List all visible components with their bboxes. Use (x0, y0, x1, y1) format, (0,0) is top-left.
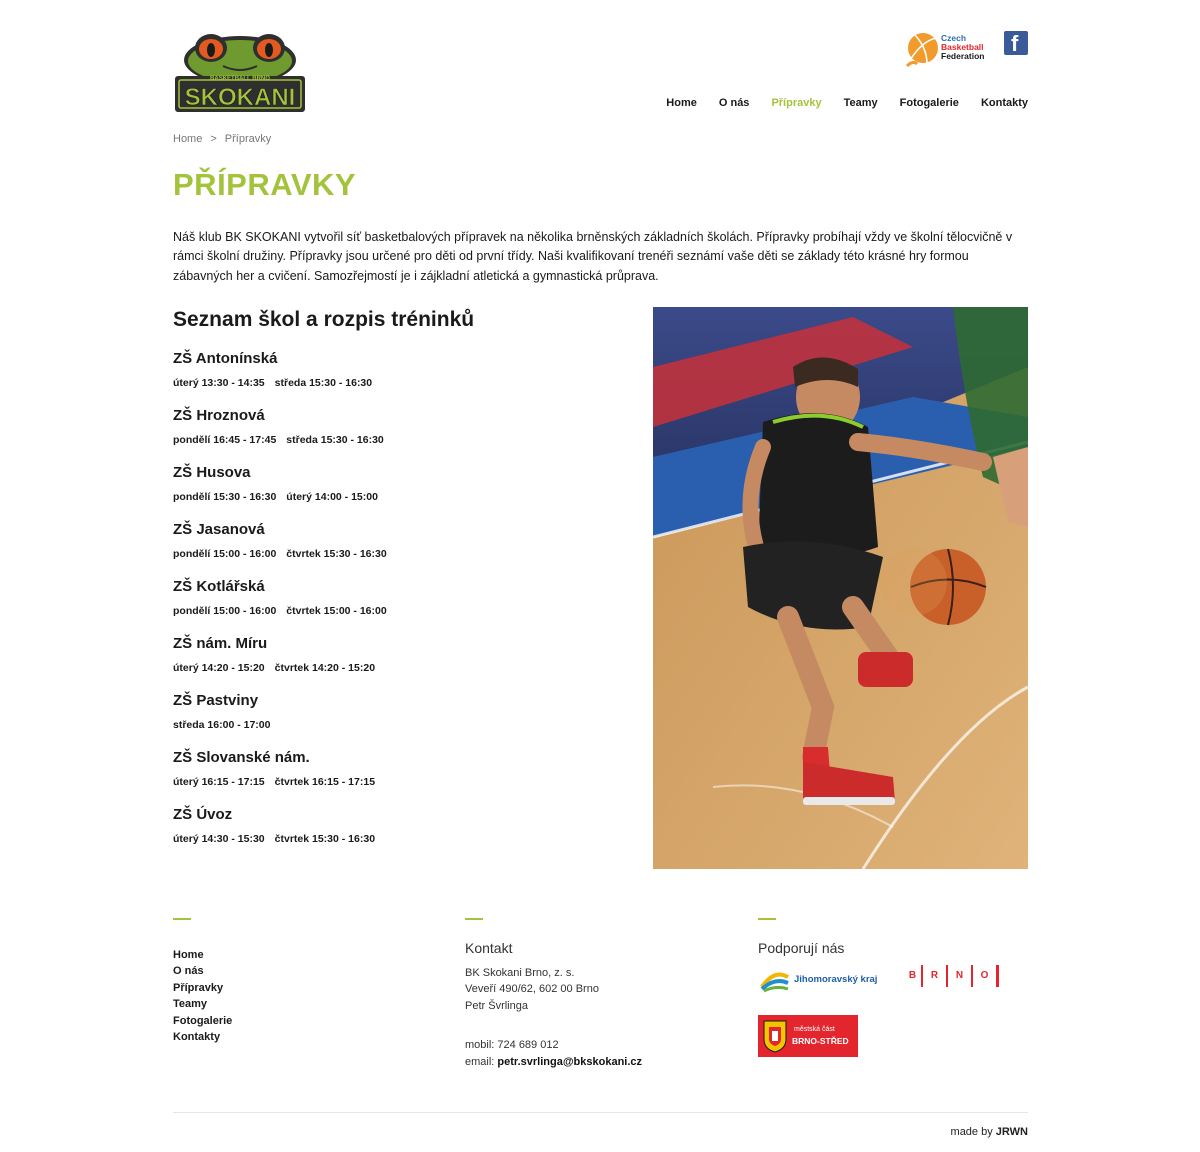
training-time: úterý 14:30 - 15:30 (173, 833, 265, 845)
breadcrumb (173, 133, 271, 145)
basketball-player-photo (653, 307, 1028, 869)
czech-basketball-federation-logo[interactable] (905, 30, 987, 68)
training-time: čtvrtek 16:15 - 17:15 (274, 776, 376, 788)
school-name: ZŠ Husova (173, 464, 251, 481)
facebook-icon[interactable]: f (1004, 31, 1028, 55)
school-item (173, 691, 613, 748)
main-nav (644, 96, 1028, 110)
footer-accent-dash (173, 918, 191, 920)
school-times (173, 775, 613, 789)
school-item (173, 577, 613, 634)
school-item (173, 520, 613, 577)
nav-fotogalerie[interactable]: Fotogalerie (899, 97, 959, 109)
sponsor-brno[interactable]: B R N O (904, 965, 1004, 989)
nav-pripravky[interactable]: Přípravky (771, 97, 822, 109)
schools-section (173, 306, 613, 862)
training-time: středa 15:30 - 16:30 (274, 377, 373, 389)
footer-contact-column (465, 918, 642, 1070)
federation-text: Czech Basketball Federation (941, 33, 985, 61)
nav-home[interactable]: Home (666, 97, 697, 109)
school-name: ZŠ Hroznová (173, 407, 265, 424)
logo-title: SKOKANI (184, 84, 296, 111)
made-by-link[interactable]: JRWN (995, 1126, 1028, 1138)
training-time: středa 15:30 - 16:30 (286, 434, 384, 446)
nav-teamy[interactable]: Teamy (843, 97, 878, 109)
footer-accent-dash (758, 918, 776, 920)
school-name: ZŠ Kotlářská (173, 578, 265, 595)
nav-kontakty[interactable]: Kontakty (980, 97, 1028, 109)
contact-heading: Kontakt (465, 940, 513, 956)
training-time: úterý 14:20 - 15:20 (173, 662, 265, 674)
training-time: úterý 13:30 - 14:35 (173, 377, 265, 389)
school-times (173, 718, 613, 732)
footer-link-pripravky[interactable]: Přípravky (173, 981, 224, 994)
sponsors-heading: Podporují nás (758, 940, 845, 956)
breadcrumb-home[interactable]: Home (173, 133, 203, 145)
school-times (173, 433, 613, 447)
contact-email: email: petr.svrlinga@bkskokani.cz (465, 1055, 643, 1068)
training-time: čtvrtek 15:00 - 16:00 (286, 605, 387, 617)
contact-org: BK Skokani Brno, z. s. (465, 967, 575, 979)
footer-link-home[interactable]: Home (173, 949, 204, 961)
school-item (173, 349, 613, 406)
school-name: ZŠ Úvoz (173, 806, 233, 823)
school-times (173, 832, 613, 846)
footer-accent-dash (465, 918, 483, 920)
school-times (173, 547, 613, 561)
school-list (173, 349, 613, 862)
footer-link-fotogalerie[interactable]: Fotogalerie (173, 1014, 233, 1027)
sponsor-jihomoravsky-kraj[interactable]: Jihomoravský kraj (758, 965, 886, 995)
nav-o-nas[interactable]: O nás (718, 97, 750, 109)
school-item (173, 634, 613, 691)
footer-divider (173, 1112, 1028, 1113)
school-name: ZŠ nám. Míru (173, 635, 268, 652)
contact-email-link[interactable]: petr.svrlinga@bkskokani.cz (497, 1055, 643, 1068)
training-time: úterý 14:00 - 15:00 (286, 491, 378, 503)
schools-heading: Seznam škol a rozpis tréninků (173, 308, 475, 331)
page-container (173, 0, 1028, 1152)
contact-street: Veveří 490/62, 602 00 Brno (465, 983, 599, 996)
intro-text: Náš klub BK SKOKANI vytvořil síť basketbalových přípravek na několika brněnských základních školách. Přípravky probíhají vždy ve školní tělocvičně v rámci školní družiny. Přípravky jsou určené pro děti od první třídy. Naši kvalifikovaní trenéři seznámí vaše děti se základy této krásné hry formou zábavných her a cvičení. Samozřejmostí je i zájkladní atletická a gymnastická průprava. (173, 230, 1013, 283)
training-time: pondělí 16:45 - 17:45 (173, 434, 277, 446)
school-name: ZŠ Pastviny (173, 692, 259, 709)
page-title: PŘÍPRAVKY (173, 167, 357, 202)
school-times (173, 661, 613, 675)
training-time: čtvrtek 15:30 - 16:30 (274, 833, 376, 845)
training-time: čtvrtek 14:20 - 15:20 (274, 662, 376, 674)
contact-mobile-number[interactable]: 724 689 012 (497, 1039, 559, 1052)
breadcrumb-current: Přípravky (224, 133, 272, 145)
breadcrumb-separator: > (210, 133, 217, 145)
footer-links-column (173, 918, 232, 1045)
footer-link-o-nas[interactable]: O nás (173, 965, 204, 978)
footer-link-teamy[interactable]: Teamy (173, 998, 208, 1011)
school-name: ZŠ Slovanské nám. (173, 749, 310, 766)
school-item (173, 748, 613, 805)
training-time: úterý 16:15 - 17:15 (173, 776, 265, 788)
training-time: čtvrtek 15:30 - 16:30 (286, 548, 387, 560)
footer-sponsors-column (758, 918, 1018, 1065)
made-by: made by JRWN (950, 1126, 1028, 1138)
school-item (173, 805, 613, 862)
footer-link-kontakty[interactable]: Kontakty (173, 1031, 221, 1044)
school-times (173, 490, 613, 504)
school-name: ZŠ Antonínská (173, 350, 278, 367)
sponsor-brno-stred[interactable]: městská část BRNO-STŘED (758, 1015, 858, 1057)
contact-mobile: mobil: 724 689 012 (465, 1039, 559, 1052)
skokani-logo[interactable] (173, 30, 307, 114)
school-times (173, 604, 613, 618)
training-time: pondělí 15:00 - 16:00 (173, 548, 277, 560)
training-time: pondělí 15:00 - 16:00 (173, 605, 277, 617)
school-times (173, 376, 613, 390)
training-time: středa 16:00 - 17:00 (173, 719, 271, 731)
school-item (173, 463, 613, 520)
school-name: ZŠ Jasanová (173, 521, 265, 538)
school-item (173, 406, 613, 463)
training-time: pondělí 15:30 - 16:30 (173, 491, 277, 503)
contact-person: Petr Švrlinga (465, 999, 528, 1012)
logo-subtitle: BASKETBALL BRNO (210, 76, 270, 82)
